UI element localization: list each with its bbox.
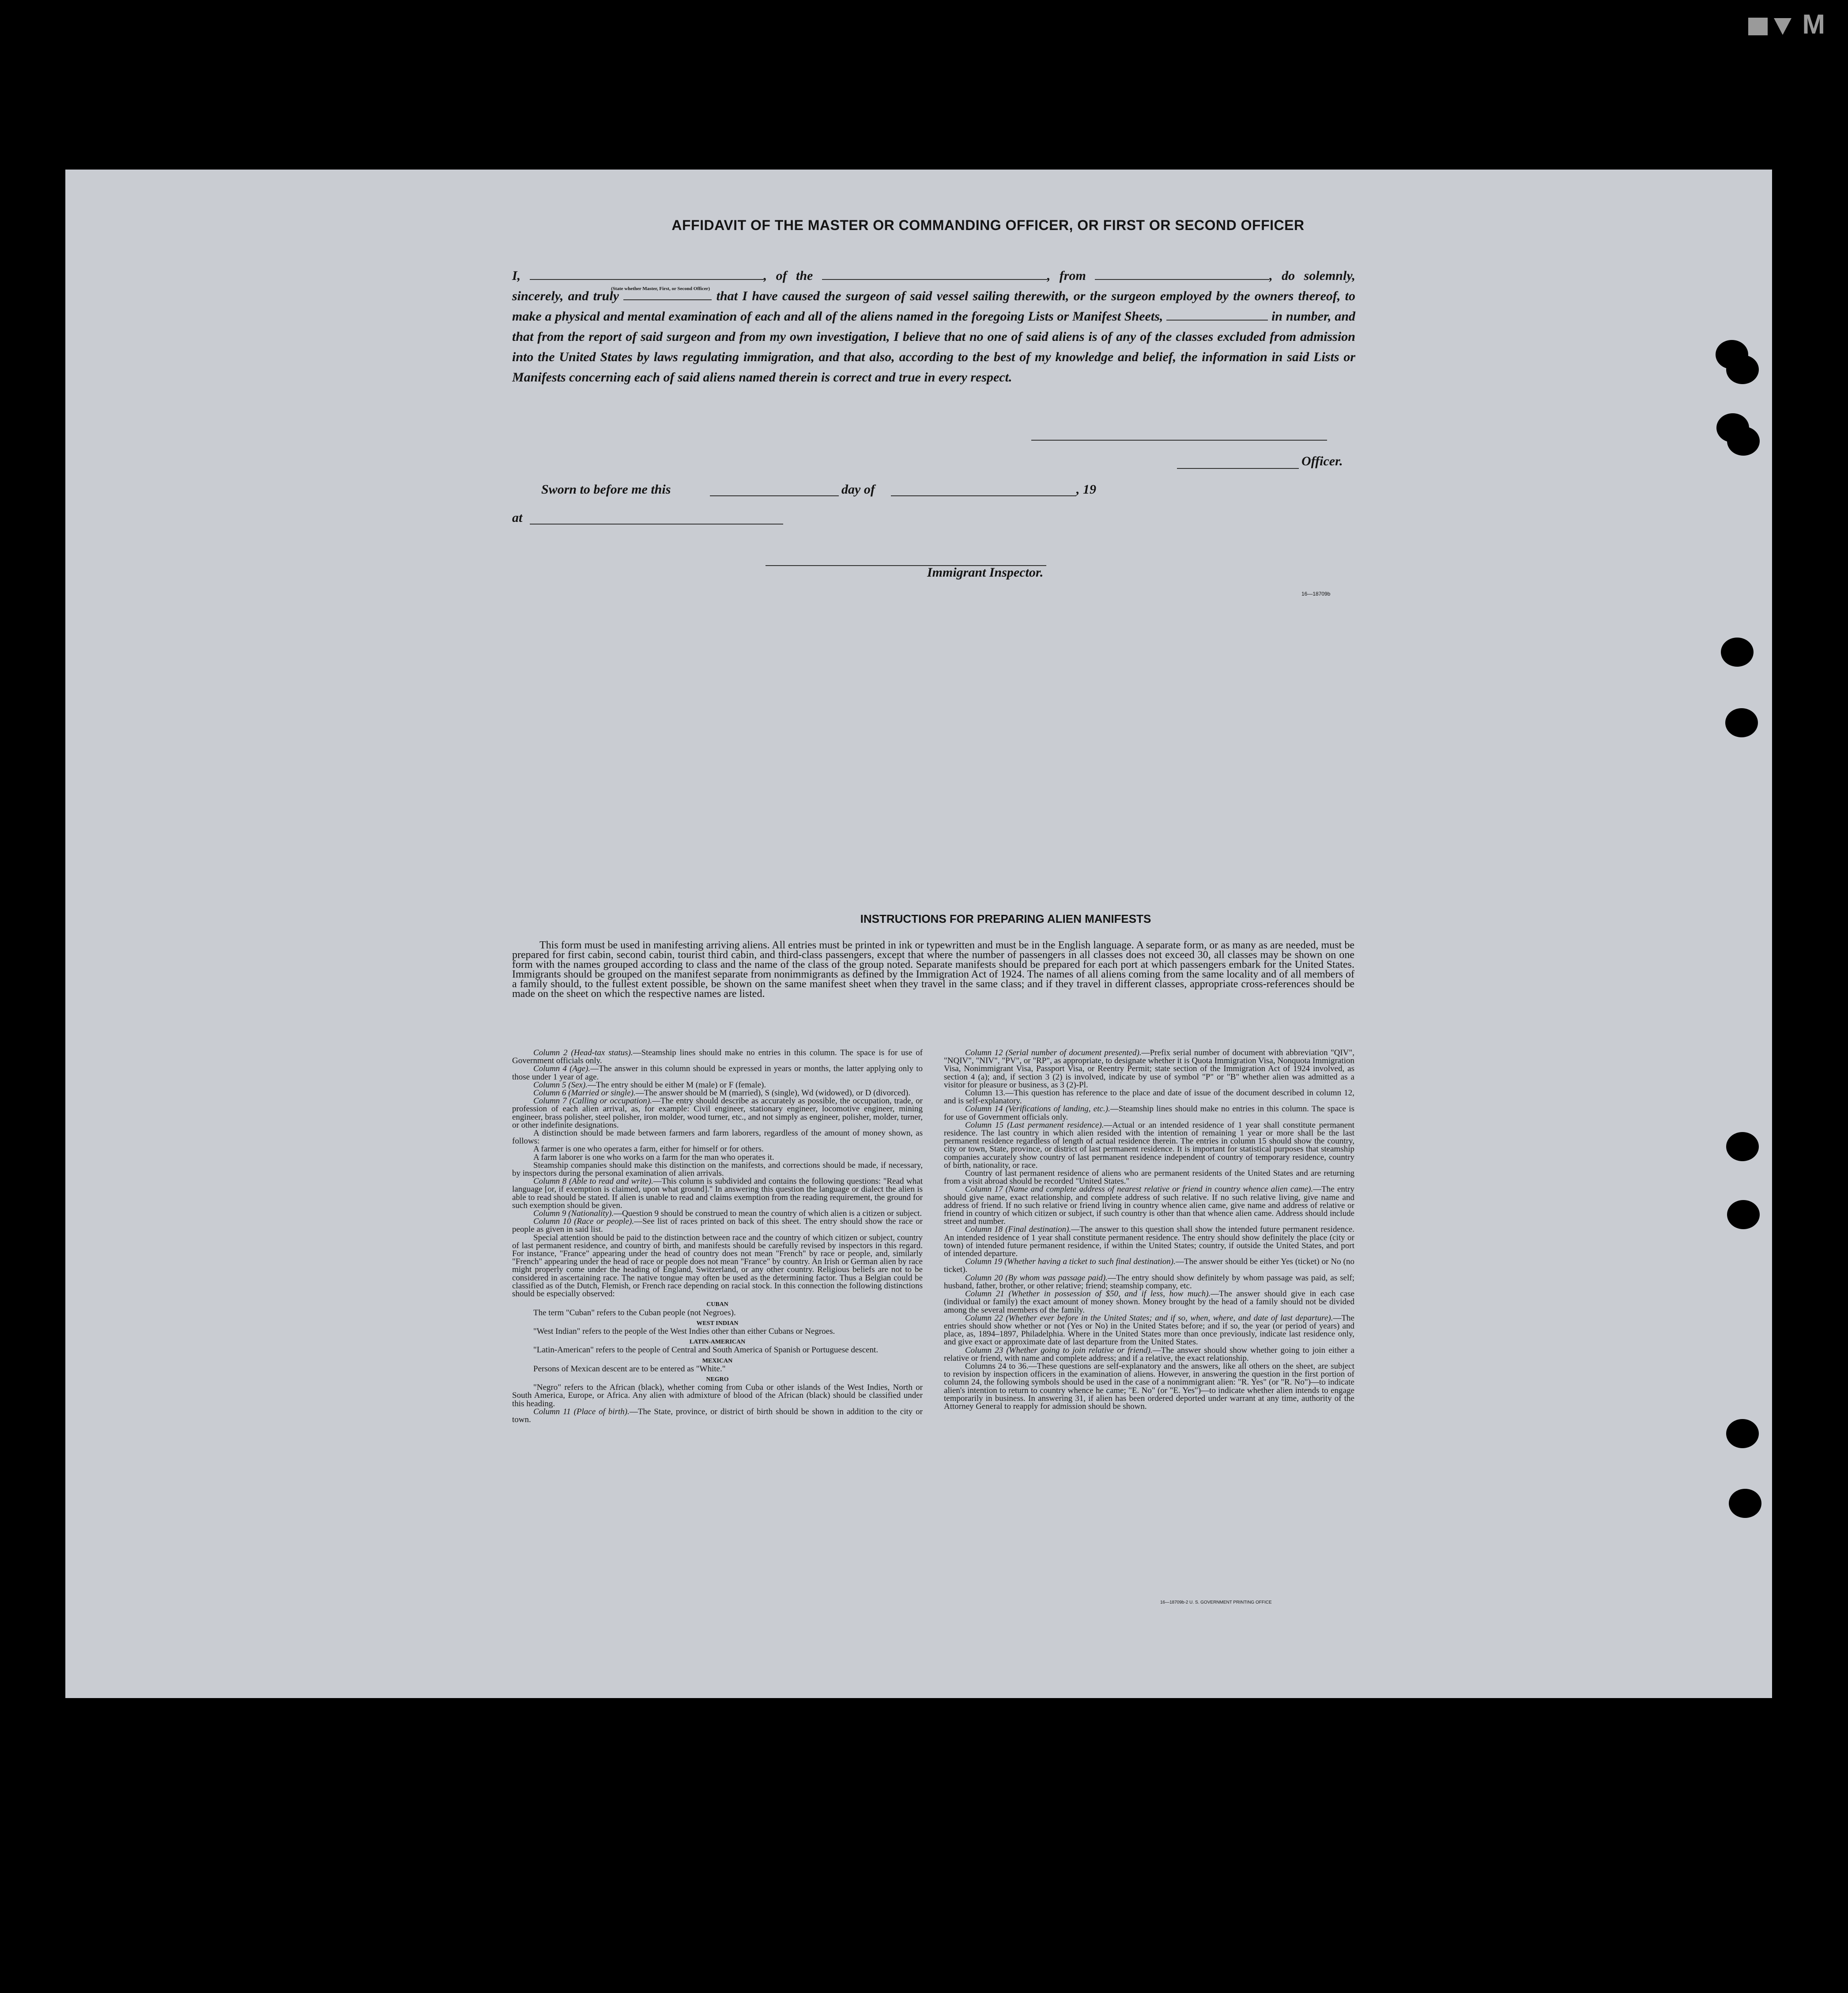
column-5-heading: Column 5 (Sex). bbox=[533, 1080, 588, 1090]
column-7-note bbox=[512, 1097, 923, 1129]
affidavit-from: , from bbox=[1047, 268, 1086, 283]
column-6-heading: Column 6 (Married or single). bbox=[533, 1088, 636, 1098]
column-9-heading: Column 9 (Nationality). bbox=[533, 1209, 614, 1219]
sworn-day-field[interactable] bbox=[710, 495, 839, 496]
column-22-heading: Column 22 (Whether ever before in the United States; and if so, when, where, and date of last departure). bbox=[965, 1313, 1333, 1323]
inspector-label: Immigrant Inspector. bbox=[927, 565, 1044, 580]
officer-signature-line[interactable] bbox=[1031, 440, 1327, 441]
column-21-text: —The answer should give in each case (individual or family) the exact amount of money shown. Money brought by the head of a family should not be divided among the several members of the family. bbox=[944, 1289, 1354, 1315]
column-11-note bbox=[512, 1408, 923, 1424]
column-20-note bbox=[944, 1274, 1354, 1290]
west-indian-heading: WEST INDIAN bbox=[696, 1320, 739, 1327]
column-19-note bbox=[944, 1258, 1354, 1274]
column-19-text: —The answer should be either Yes (ticket) or No (no ticket). bbox=[944, 1257, 1354, 1275]
column-12-heading: Column 12 (Serial number of document presented). bbox=[965, 1048, 1142, 1057]
column-4-heading: Column 4 (Age). bbox=[533, 1064, 591, 1074]
intro-paragraph: This form must be used in manifesting arriving aliens. All entries must be printed in ink or typewritten and must be in the English language. A separate form, or as many as are needed, must be prepared for first cabin, second cabin, tourist third cabin, and third-class passengers, except that where the number of passengers in all classes does not exceed 30, all classes may be shown on one form with the names grouped according to class and the name of the class of the group noted. Separate manifests should be prepared for each port at which passengers embark for the United States. Immigrants should be grouped on the manifest separate from nonimmigrants as defined by the Immigration Act of 1924. The names of all aliens coming from the same locality and of all members of a family should, to the fullest extent possible, be shown on the same manifest sheet when they travel in the same class; and if they travel in different classes, appropriate cross-references should be made on the sheet on which the respective names are listed. bbox=[512, 940, 1354, 1000]
punch-hole-icon bbox=[1726, 1132, 1759, 1161]
column-4-text: —The answer in this column should be expressed in years or months, the latter applying only to those under 1 year of age. bbox=[512, 1064, 923, 1082]
column-9-text: —Question 9 should be construed to mean the country of which alien is a citizen or subject. bbox=[614, 1209, 922, 1219]
column-14-note bbox=[944, 1105, 1354, 1121]
column-20-heading: Column 20 (By whom was passage paid). bbox=[965, 1273, 1108, 1283]
column-8-heading: Column 8 (Able to read and write). bbox=[533, 1177, 653, 1186]
affidavit-that: that I have caused the surgeon of said vessel sailing therewith, or the surgeon employed by the owners thereof, to make a physical and mental examination of each and all of the aliens named in the foregoing Lists or Manifest Sheets, bbox=[512, 289, 1356, 324]
punch-hole-icon bbox=[1727, 1200, 1760, 1229]
day-of-label: day of bbox=[841, 482, 875, 497]
latin-american-text: "Latin-American" refers to the people of Central and South America of Spanish or Portuguese descent. bbox=[533, 1345, 879, 1355]
officer-rank-field[interactable] bbox=[530, 270, 764, 280]
punch-hole-icon bbox=[1729, 1489, 1761, 1518]
officer-rank-note: (State whether Master, First, or Second Officer) bbox=[611, 286, 710, 291]
column-10-text: —See list of races printed on back of this sheet. The entry should show the race or people as given in said list. bbox=[512, 1217, 923, 1234]
cuban-heading: CUBAN bbox=[706, 1301, 728, 1308]
column-12-text: —Prefix serial number of document with abbreviation "QIV", "NQIV", "NIV", "PV", or "RP", as appropriate, to designate whether it is Quota Immigration Visa, Nonquota Immigration Visa, Nonimmigrant Visa, Passport Visa, or Reentry Permit; state section of the Immigration Act of 1924 involved, as section 4 (a); and, if section 3 (2) is involved, indicate by use of symbol "P" or "B" whether alien was admitted as a visitor for pleasure or business, as 3 (2)-Pl. bbox=[944, 1048, 1354, 1090]
latin-american-heading: LATIN-AMERICAN bbox=[689, 1339, 746, 1346]
column-14-text: —Steamship lines should make no entries in this column. The space is for use of Government officials only. bbox=[944, 1104, 1354, 1122]
vessel-name-field[interactable] bbox=[822, 270, 1047, 280]
column-13-text: —This question has reference to the place and date of issue of the document described in column 12, and is self-explanatory. bbox=[944, 1088, 1354, 1106]
column-2-heading: Column 2 (Head-tax status). bbox=[533, 1048, 633, 1057]
column-15-residents: Country of last permanent residence of aliens who are permanent residents of the United States and are returning from a visit abroad should be recorded "United States." bbox=[944, 1169, 1354, 1186]
instructions-title: INSTRUCTIONS FOR PREPARING ALIEN MANIFESTS bbox=[860, 912, 1151, 925]
film-mark-letter: M bbox=[1802, 9, 1829, 40]
column-18-note bbox=[944, 1226, 1354, 1258]
column-18-text: —The answer to this question shall show the intended future permanent residence. An intended residence of 1 year shall constitute permanent residence. The entry should show definitely the place (city or town) of intended future permanent residence, if within the United States; country, if outside the United States, and port of intended departure. bbox=[944, 1225, 1355, 1259]
affidavit-title: AFFIDAVIT OF THE MASTER OR COMMANDING OFFICER, OR FIRST OR SECOND OFFICER bbox=[671, 217, 1305, 233]
officer-title-line[interactable] bbox=[1177, 468, 1299, 469]
column-11-text: —The State, province, or district of birth should be shown in addition to the city or town. bbox=[512, 1407, 923, 1424]
printing-office-imprint: 16—18709b-2 U. S. GOVERNMENT PRINTING OFFICE bbox=[1160, 1600, 1272, 1605]
column-10-distinctions: Special attention should be paid to the distinction between race and the country of which citizen or subject, country of last permanent residence, and country of birth, and manifests should be carefully revised by inspectors in this regard. For instance, "France" appearing under the head of country does not mean "French" by race or people, and, similarly "French" appearing under the head of race or people does not mean "France" by country. An Irish or German alien by race might properly come under the heading of England, Switzerland, or any other country. Religious beliefs are not to be considered in ascertaining race. The native tongue may often be used as the determining factor. Thus a Belgian could be classified as of the Dutch, Flemish, or French race depending on racial stock. In this connection the following distinctions should be especially observed: bbox=[512, 1233, 923, 1299]
sworn-month-field[interactable] bbox=[891, 495, 1076, 496]
column-4-note bbox=[512, 1065, 923, 1081]
column-12-note bbox=[944, 1049, 1354, 1089]
instructions-right-column bbox=[944, 1049, 1354, 1411]
column-22-text: —The entries should show whether or not (Yes or No) in the United States before; and if so, the year (or period of years) and place, as, 1894–1897, Philadelphia. Where in the United States more than once previously, indicate last residence only, and give exact or approximate date of last departure from the United States. bbox=[944, 1313, 1354, 1347]
column-10-note bbox=[512, 1218, 923, 1234]
sworn-place-field[interactable] bbox=[530, 524, 783, 525]
column-7-text: —The entry should describe as accurately as possible, the occupation, trade, or profession of each alien arrival, as, for example: Civil engineer, stationary engineer, locomotive engineer, mining engineer, brass polisher, steel polisher, iron molder, wood turner, etc., and not simply as engineer, polisher, molder, turner, or other indefinite designations. bbox=[512, 1096, 923, 1130]
column-2-note bbox=[512, 1049, 923, 1065]
farm-note-4: Steamship companies should make this distinction on the manifests, and corrections should be made, if necessary, by inspectors during the personal examination of alien arrivals. bbox=[512, 1160, 923, 1178]
negro-heading: NEGRO bbox=[706, 1376, 729, 1383]
affidavit-in-number: in number, and that from the report of said surgeon and from my own investigation, I believe that no one of said aliens is of any of the classes excluded from admission into the United States by laws regulating immigration, and that also, according to the best of my knowledge and belief, the information in said Lists or Manifests concerning each of said aliens named therein is correct and true in every respect. bbox=[512, 309, 1356, 385]
negro-text: "Negro" refers to the African (black), whether coming from Cuba or other islands of the West Indies, North or South America, Europe, or Africa. Any alien with admixture of blood of the African (black) should be classified under this heading. bbox=[512, 1383, 923, 1408]
punch-hole-icon bbox=[1725, 708, 1758, 737]
column-2-text: —Steamship lines should make no entries in this column. The space is for use of Government officials only. bbox=[512, 1048, 923, 1066]
column-11-heading: Column 11 (Place of birth). bbox=[533, 1407, 630, 1416]
column-13-heading: Column 13. bbox=[965, 1088, 1006, 1098]
year-label: , 19 bbox=[1076, 482, 1096, 497]
frame-square-icon bbox=[1748, 18, 1768, 35]
document-sheet bbox=[65, 170, 1772, 1698]
officer-label: Officer. bbox=[1301, 454, 1343, 468]
sworn-label: Sworn to before me this bbox=[541, 482, 671, 497]
west-indian-text: "West Indian" refers to the people of the West Indies other than either Cubans or Negroes. bbox=[533, 1326, 835, 1336]
column-6-text: —The answer should be M (married), S (single), Wd (widowed), or D (divorced). bbox=[635, 1088, 910, 1098]
column-15-note bbox=[944, 1121, 1354, 1170]
instructions-intro bbox=[512, 940, 1354, 999]
column-18-heading: Column 18 (Final destination). bbox=[965, 1225, 1071, 1234]
affidavit-i: I, bbox=[512, 268, 521, 283]
punch-hole-icon bbox=[1721, 638, 1754, 667]
column-17-note bbox=[944, 1185, 1354, 1226]
mexican-text: Persons of Mexican descent are to be entered as "White." bbox=[533, 1364, 726, 1374]
mexican-heading: MEXICAN bbox=[702, 1357, 733, 1364]
frame-triangle-icon bbox=[1774, 18, 1791, 35]
punch-hole-icon bbox=[1726, 355, 1759, 384]
columns-24-36-note: Columns 24 to 36.—These questions are self-explanatory and the answers, like all others on the sheet, are subject to revision by inspection officers in the examination of aliens. However, in answering the question in the first portion of column 24, the following symbols should be used in the case of a nonimmigrant alien: "R. Yes" (or "R. No")—to indicate alien's intention to return to country whence he came; "E. No" (or "E. Yes")—to indicate whether alien intends to engage temporarily in business. In answering 31, if alien has been ordered deported under warrant at any time, authority of the Attorney General to reapply for admission should be shown. bbox=[944, 1361, 1354, 1411]
column-15-text: —Actual or an intended residence of 1 year shall constitute permanent residence. The last country in which alien resided with the intention of remaining 1 year or more shall be the last permanent residence regardless of length of actual residence therein. The entries in column 15 should show the country, city or town, State, province, or district of last permanent residence. It is important for statistical purposes that steamship companies accurately show country of last permanent residence independent of country of temporary residence, country of birth, nationality, or race. bbox=[944, 1120, 1354, 1170]
column-23-note bbox=[944, 1347, 1354, 1363]
column-8-note bbox=[512, 1178, 923, 1210]
instructions-left-column bbox=[512, 1049, 923, 1424]
farm-note-2: A farmer is one who operates a farm, either for himself or for others. bbox=[533, 1144, 764, 1154]
alien-count-field[interactable] bbox=[1166, 311, 1268, 321]
punch-hole-icon bbox=[1726, 1419, 1759, 1448]
column-22-note bbox=[944, 1314, 1354, 1347]
column-20-text: —The entry should show definitely by whom passage was paid, as self; husband, father, brother, or other relative; friend; steamship company, etc. bbox=[944, 1273, 1354, 1291]
column-23-text: —The answer should show whether going to join either a relative or friend, with name and complete address; and if a relative, the exact relationship. bbox=[944, 1345, 1354, 1363]
column-23-heading: Column 23 (Whether going to join relative or friend). bbox=[965, 1345, 1153, 1355]
column-17-text: —The entry should give name, exact relationship, and complete address of such relative. If no such relative living, give name and address of friend. If no such relative or friend living in country whence alien came, give name and address of relative or friend in country of which citizen or subject, if such country is other than that whence alien came. Address should include street and number. bbox=[944, 1185, 1355, 1227]
port-from-field[interactable] bbox=[1095, 270, 1269, 280]
column-8-text: —This column is subdivided and contains the following questions: "Read what language [or, if exemption is claimed, upon what ground]." In answering this question the language or dialect the alien is able to read should be stated. If alien is unable to read and claims exemption from the reading requirement, the ground for such exemption should be given. bbox=[512, 1177, 923, 1210]
at-label: at bbox=[512, 510, 523, 525]
column-14-heading: Column 14 (Verifications of landing, etc.). bbox=[965, 1104, 1110, 1114]
form-number: 16—18709b bbox=[1301, 591, 1331, 597]
affidavit-body bbox=[512, 266, 1355, 388]
farm-note-3: A farm laborer is one who works on a farm for the man who operates it. bbox=[533, 1152, 774, 1162]
column-5-text: —The entry should be either M (male) or F (female). bbox=[587, 1080, 766, 1090]
cuban-text: The term "Cuban" refers to the Cuban people (not Negroes). bbox=[533, 1308, 736, 1317]
column-15-heading: Column 15 (Last permanent residence). bbox=[965, 1120, 1104, 1130]
column-13-note bbox=[944, 1089, 1354, 1105]
column-7-heading: Column 7 (Calling or occupation). bbox=[533, 1096, 652, 1106]
column-17-heading: Column 17 (Name and complete address of nearest relative or friend in country whence alien came). bbox=[965, 1185, 1313, 1194]
column-21-heading: Column 21 (Whether in possession of $50, and if less, how much). bbox=[965, 1289, 1211, 1299]
truly-blank-field[interactable] bbox=[623, 291, 712, 300]
farm-note-1: A distinction should be made between farmers and farm laborers, regardless of the amount of money shown, as follows: bbox=[512, 1129, 923, 1146]
column-21-note bbox=[944, 1290, 1354, 1314]
punch-hole-icon bbox=[1727, 427, 1760, 456]
affidavit-of-the: , of the bbox=[763, 268, 813, 283]
column-19-heading: Column 19 (Whether having a ticket to such final destination). bbox=[965, 1257, 1176, 1267]
affidavit-solemnly: solemnly, sincerely, and truly bbox=[512, 268, 1356, 303]
film-frame-mark bbox=[1748, 9, 1829, 40]
affidavit-do: , do bbox=[1269, 268, 1295, 283]
column-10-heading: Column 10 (Race or people). bbox=[533, 1217, 634, 1227]
